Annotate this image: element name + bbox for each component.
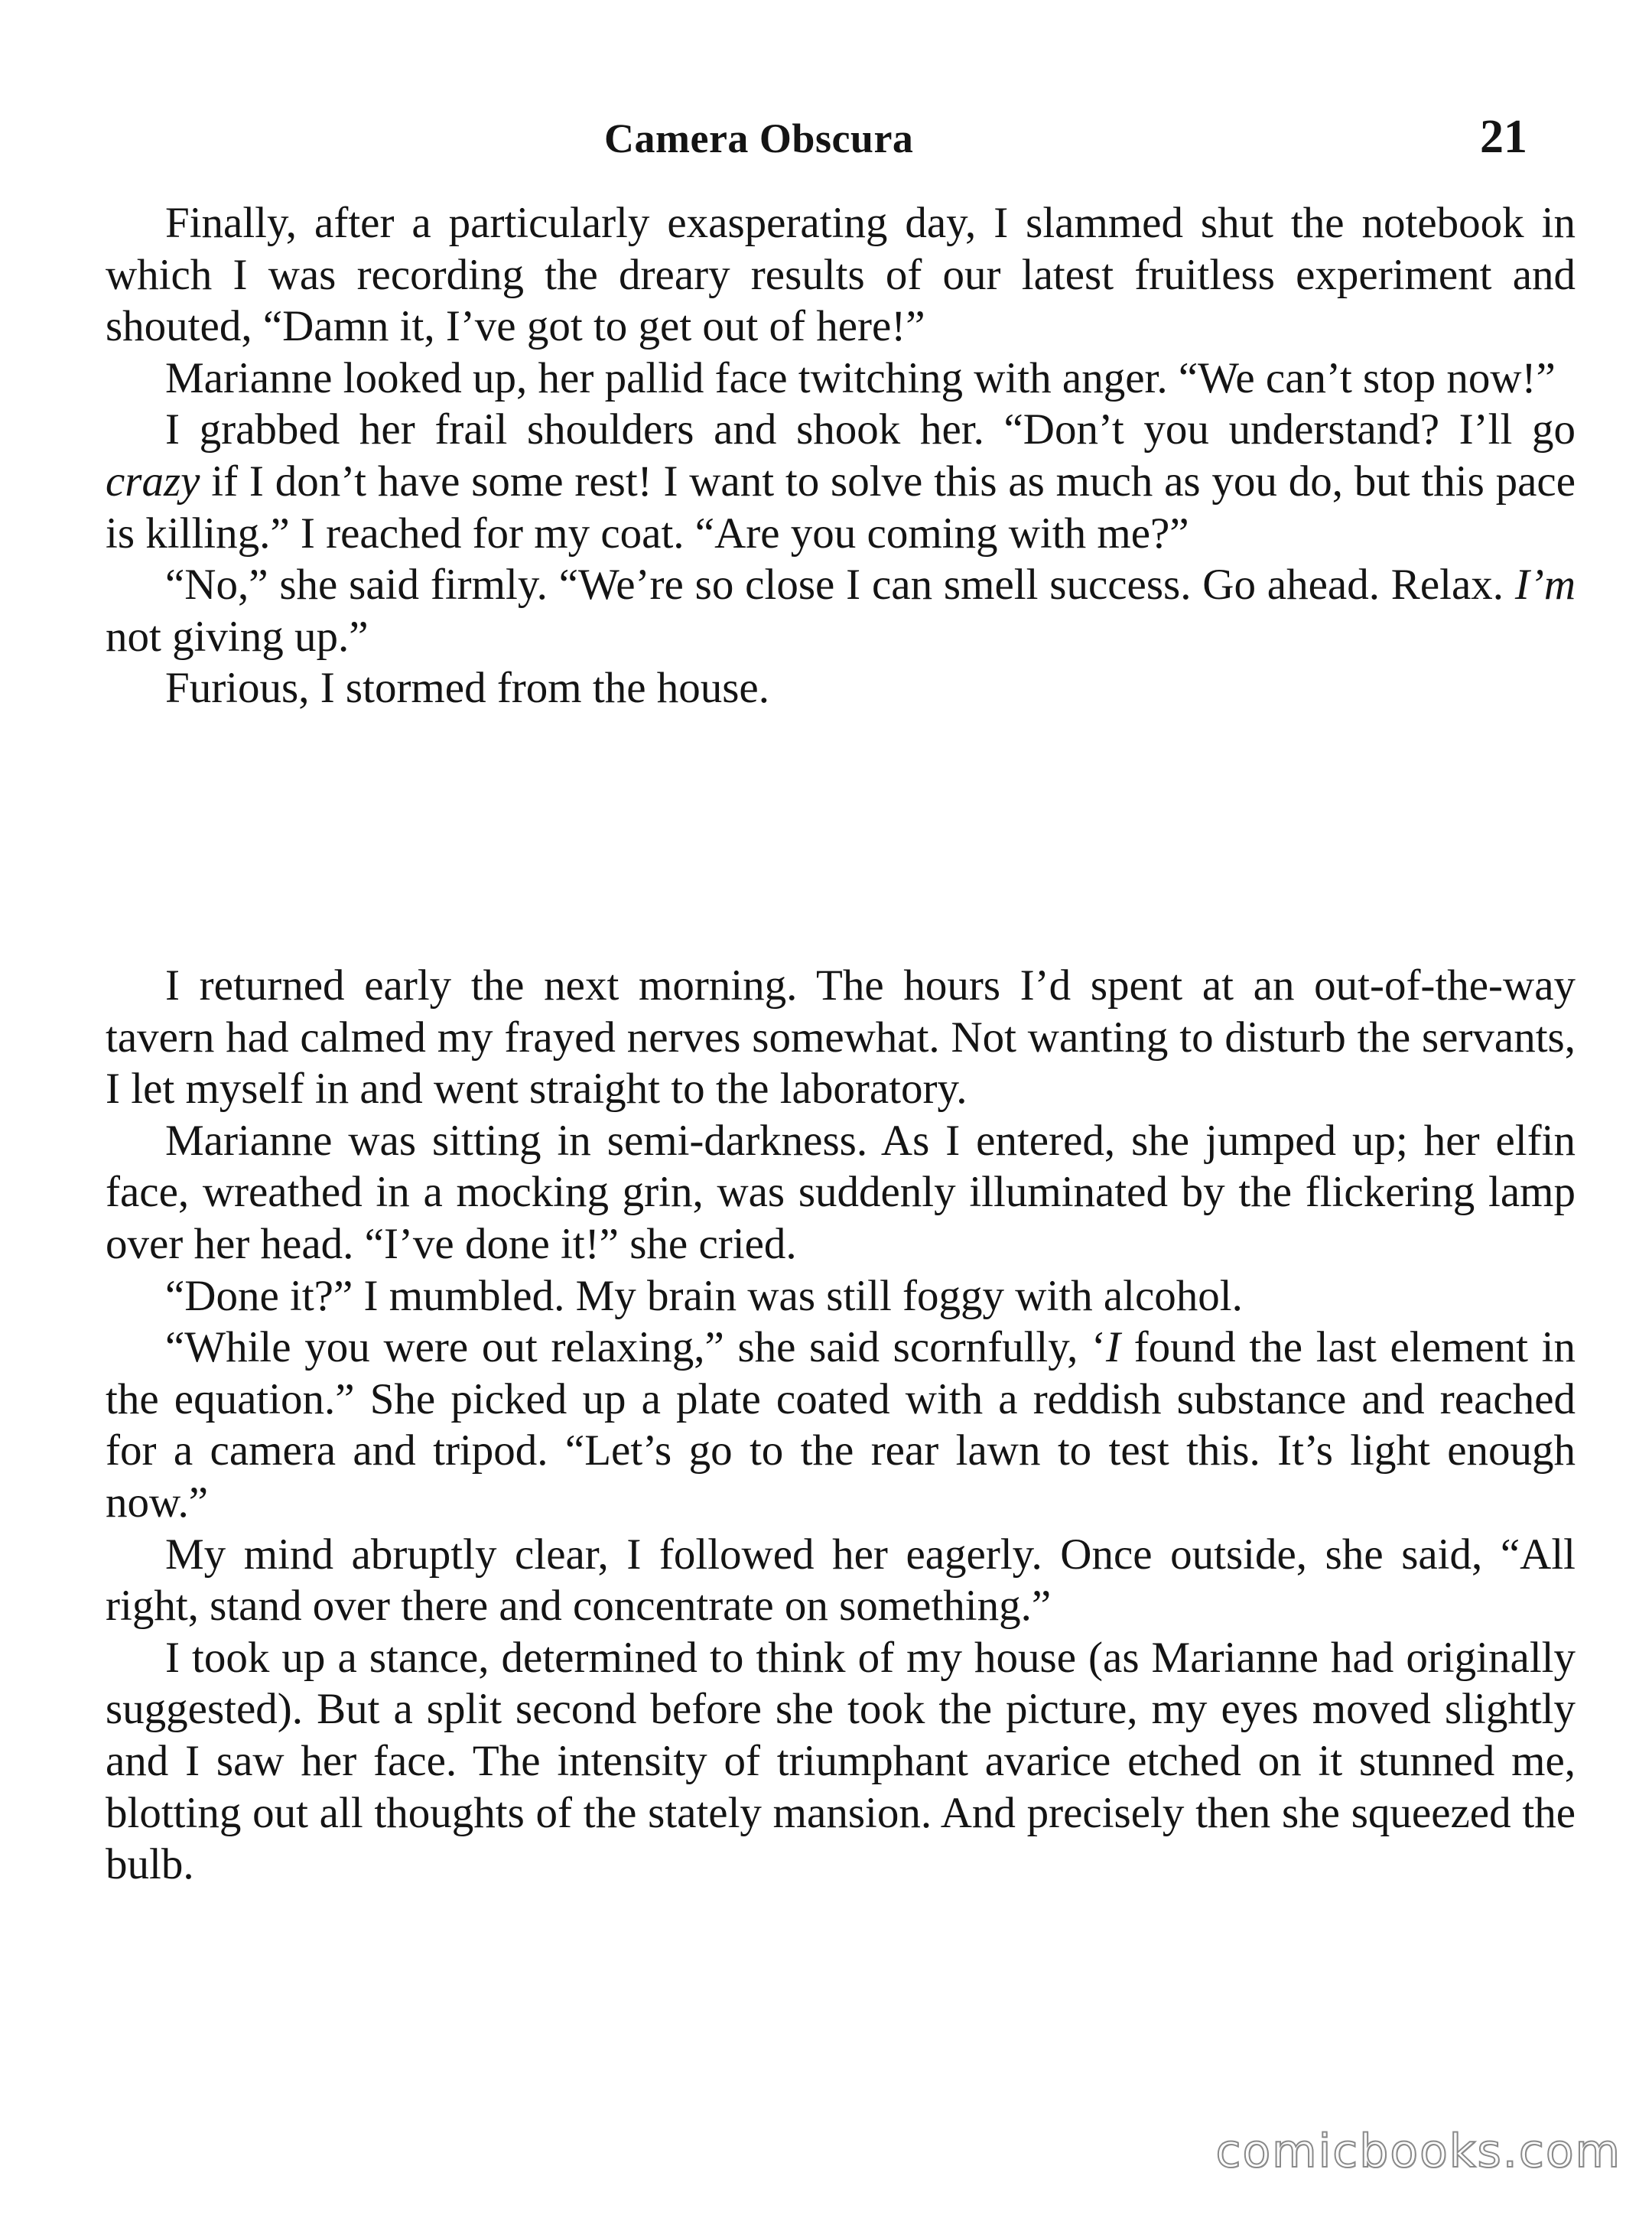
italic-emphasis: I [1106,1323,1120,1372]
page-number: 21 [1480,111,1527,163]
section-2 [106,960,1576,1891]
chapter-title: Camera Obscura [604,115,914,161]
paragraph [106,662,1576,714]
paragraph-text: I took up a stance, determined to think of my house (as Marianne had originally suggested). But a split second before she took the picture, my eyes moved slightly and I saw her face. The intensity of triumphant avarice etched on it stunned me, blotting out all thoughts of the stately mansion. And precisely then she squeezed the bulb. [106,1633,1576,1889]
paragraph-text: “No,” she said firmly. “We’re so close I can smell success. Go ahead. Relax. [165,561,1515,610]
paragraph-text: “Done it?” I mumbled. My brain was still foggy with alcohol. [165,1271,1243,1320]
section-1 [106,197,1576,714]
paragraph-text: Marianne looked up, her pallid face twitching with anger. “We can’t stop now!” [165,353,1556,402]
paragraph-text: not giving up.” [106,612,369,661]
paragraph-text: I grabbed her frail shoulders and shook her. “Don’t you understand? I’ll go [165,405,1576,454]
paragraph [106,197,1576,353]
italic-emphasis: I’m [1514,561,1576,610]
running-head [0,111,1652,184]
paragraph [106,1529,1576,1632]
paragraph-text: I returned early the next morning. The hours I’d spent at an out-of-the-way tavern had calmed my frayed nerves somewhat. Not wanting to disturb the servants, I let myself in and went straight to the laboratory. [106,961,1576,1114]
paragraph-text: Furious, I stormed from the house. [165,664,769,713]
paragraph [106,960,1576,1115]
paragraph-text: found the last element in the equation.” She picked up a plate coated with a reddish substance and reached for a camera and tripod. “Let’s go to the rear lawn to test this. It’s light enough now.” [106,1323,1576,1527]
paragraph-text: Finally, after a particularly exasperating day, I slammed shut the notebook in which I was recording the dreary results of our latest fruitless experiment and shouted, “Damn it, I’ve got to get out of here!” [106,199,1576,351]
paragraph [106,353,1576,405]
paragraph [106,1115,1576,1270]
paragraph-text: if I don’t have some rest! I want to solve this as much as you do, but this pace is killing.” I reached for my coat. “Are you coming with me?” [106,457,1576,558]
paragraph [106,1322,1576,1528]
paragraph [106,404,1576,559]
paragraph-text: Marianne was sitting in semi-darkness. As I entered, she jumped up; her elfin face, wreathed in a mocking grin, was suddenly illuminated by the flickering lamp over her head. “I’ve done it!” she cried. [106,1116,1576,1268]
paragraph [106,1270,1576,1322]
watermark: comicbooks.com [1215,2125,1621,2178]
italic-emphasis: crazy [106,457,200,506]
paragraph [106,559,1576,662]
paragraph-text: “While you were out relaxing,” she said scornfully, ‘ [165,1323,1106,1372]
paragraph-text: My mind abruptly clear, I followed her eagerly. Once outside, she said, “All right, stand over there and concentrate on something.” [106,1530,1576,1631]
paragraph [106,1632,1576,1891]
